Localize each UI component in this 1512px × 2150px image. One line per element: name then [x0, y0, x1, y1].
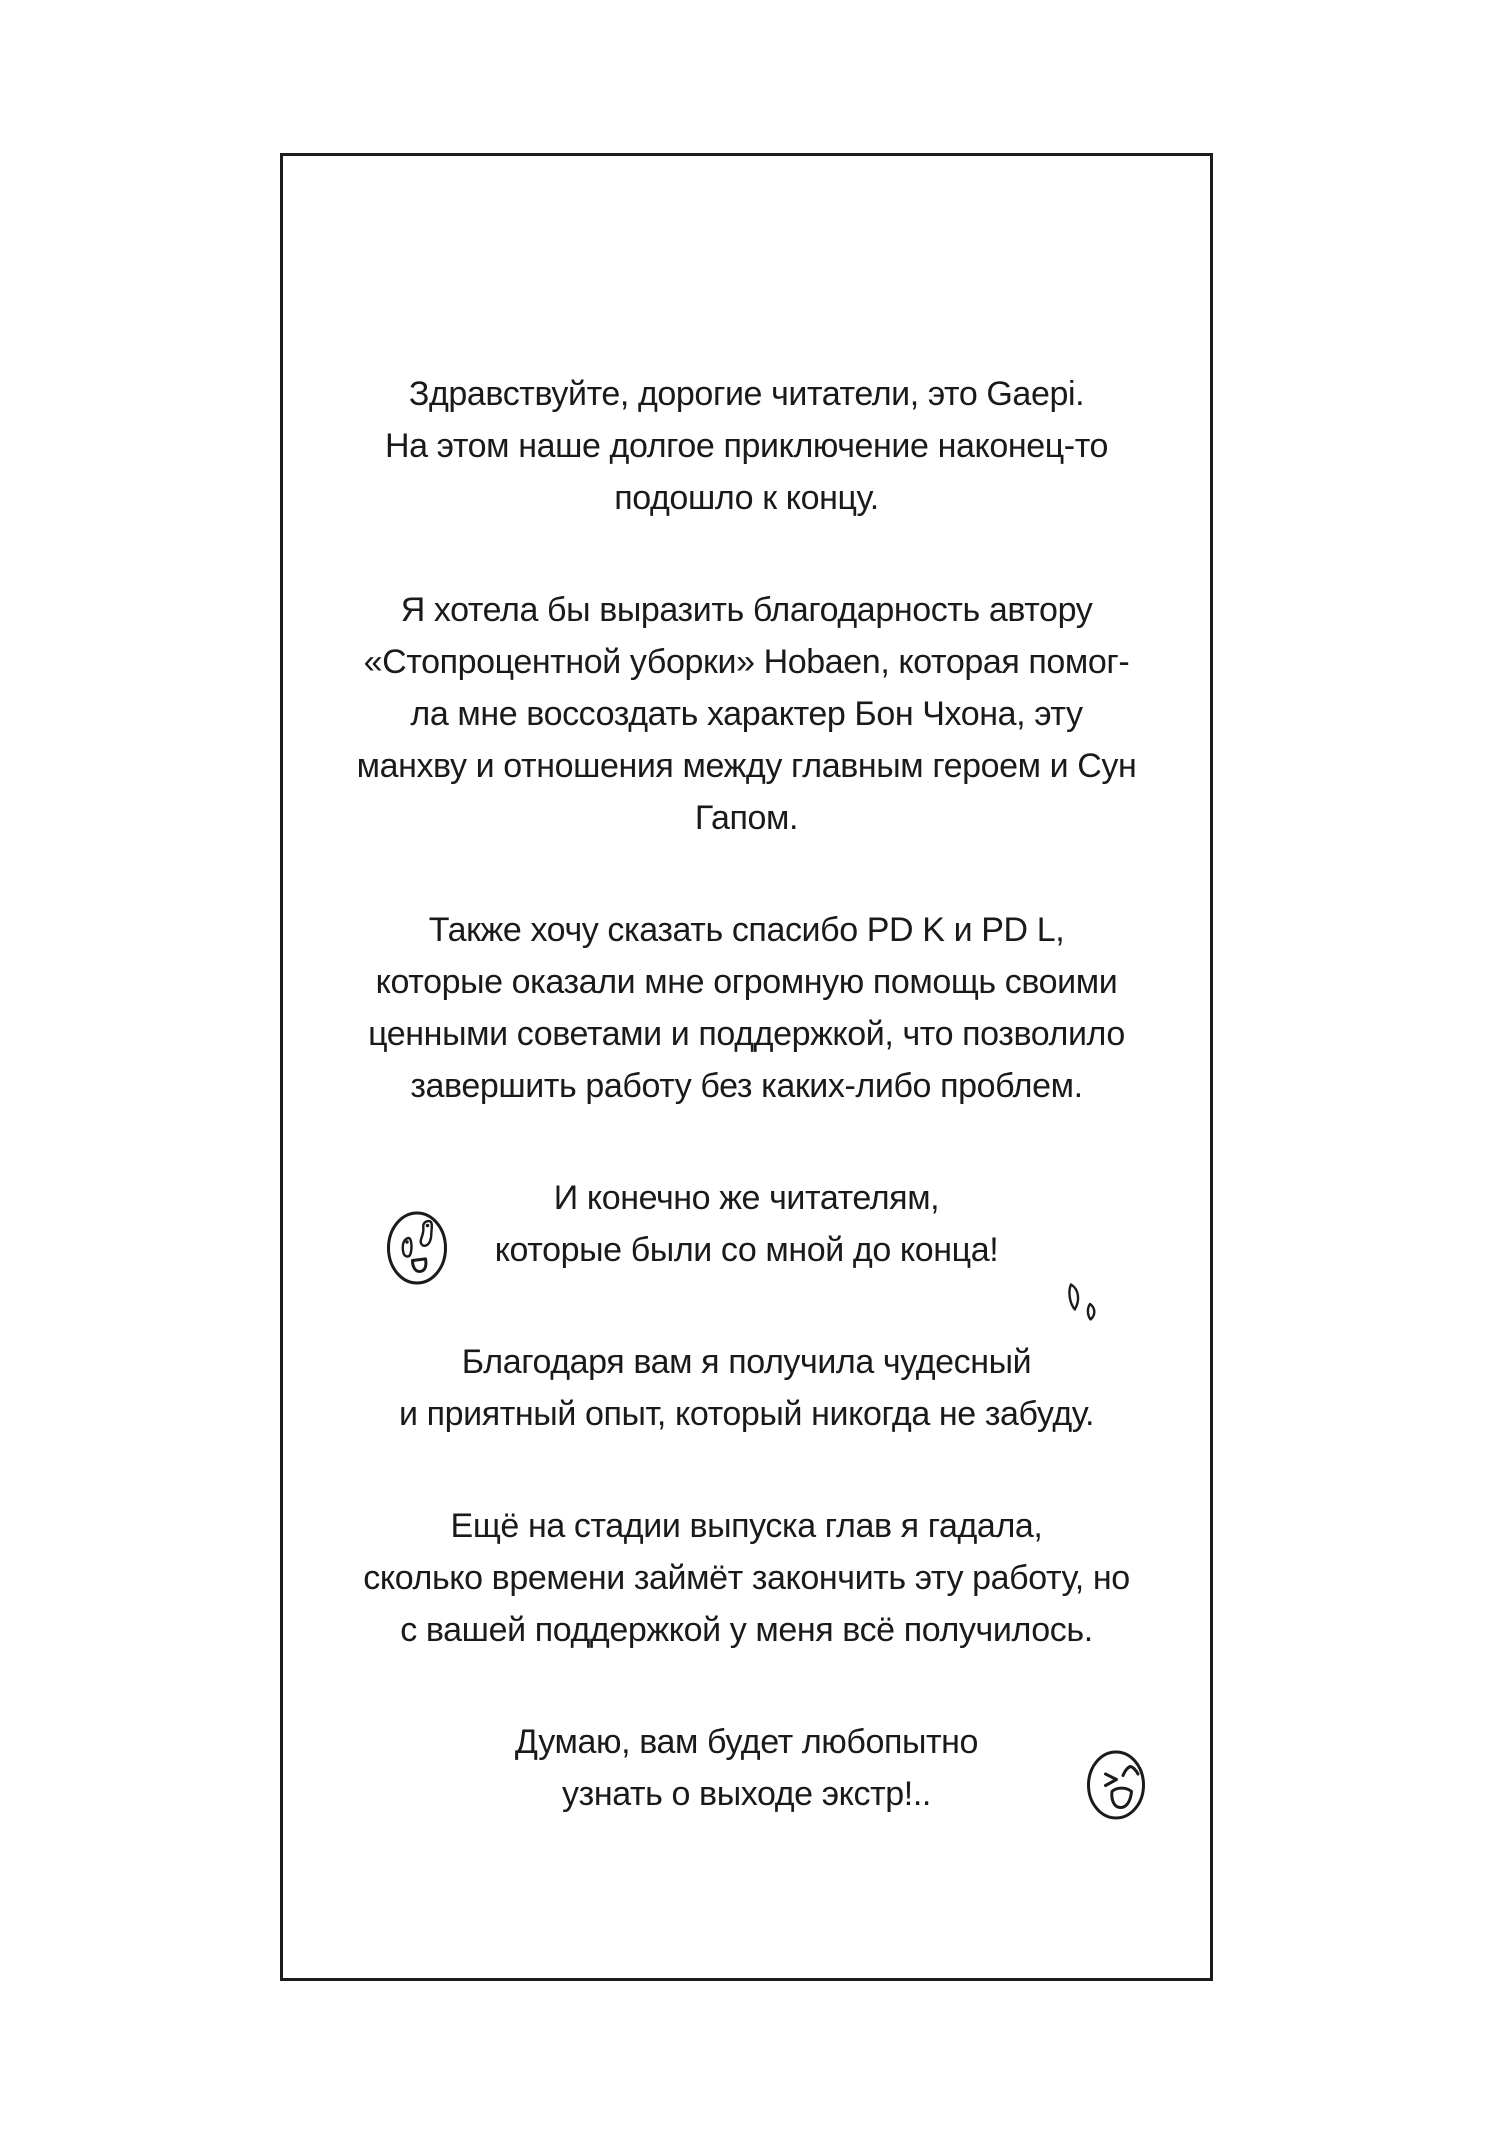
afterword-line: На этом наше долгое приключение наконец-то [384, 427, 1109, 465]
afterword-line: манхву и отношения между главным героем и Сун [356, 747, 1137, 785]
afterword-line: Думаю, вам будет любопытно [514, 1723, 979, 1761]
paragraph-greeting [283, 368, 1210, 524]
afterword-line: которые были со мной до конца! [494, 1231, 999, 1269]
afterword-line: которые оказали мне огромную помощь своими [375, 963, 1118, 1001]
afterword-line: ценными советами и поддержкой, что позволило [368, 1015, 1125, 1053]
paragraph-thanks-pd [283, 904, 1210, 1112]
afterword-line: подошло к концу. [614, 479, 879, 517]
paragraph-thanks-author [283, 584, 1210, 844]
afterword-line: с вашей поддержкой у меня всё получилось. [400, 1611, 1093, 1649]
afterword-line: «Стопроцентной уборки» Hobaen, которая помог- [363, 643, 1130, 681]
afterword-line: Гапом. [694, 799, 799, 837]
afterword-line: завершить работу без каких-либо проблем. [410, 1067, 1083, 1105]
afterword-line: Я хотела бы выразить благодарность автору [400, 591, 1093, 629]
crying-face-doodle [385, 1208, 449, 1288]
afterword-line: узнать о выходе экстр!.. [562, 1775, 931, 1813]
paragraph-serialization [283, 1500, 1210, 1656]
afterword-line: И конечно же читателям, [553, 1179, 940, 1217]
paragraph-experience [283, 1336, 1210, 1440]
afterword-line: и приятный опыт, который никогда не забуду. [398, 1395, 1095, 1433]
afterword-line: ла мне воссоздать характер Бон Чхона, эту [410, 695, 1083, 733]
page-border-frame [280, 153, 1213, 1981]
afterword-line: сколько времени займёт закончить эту работу, но [363, 1559, 1130, 1597]
laughing-face-doodle [1085, 1747, 1147, 1821]
afterword-line: Благодаря вам я получила чудесный [461, 1343, 1032, 1381]
paragraph-extras-teaser [283, 1716, 1210, 1820]
afterword-line: Ещё на стадии выпуска глав я гадала, [450, 1507, 1043, 1545]
afterword-line: Здравствуйте, дорогие читатели, это Gaepi. [408, 375, 1085, 413]
afterword-line: Также хочу сказать спасибо PD K и PD L, [428, 911, 1065, 949]
sparkle-marks-doodle [1056, 1281, 1102, 1331]
